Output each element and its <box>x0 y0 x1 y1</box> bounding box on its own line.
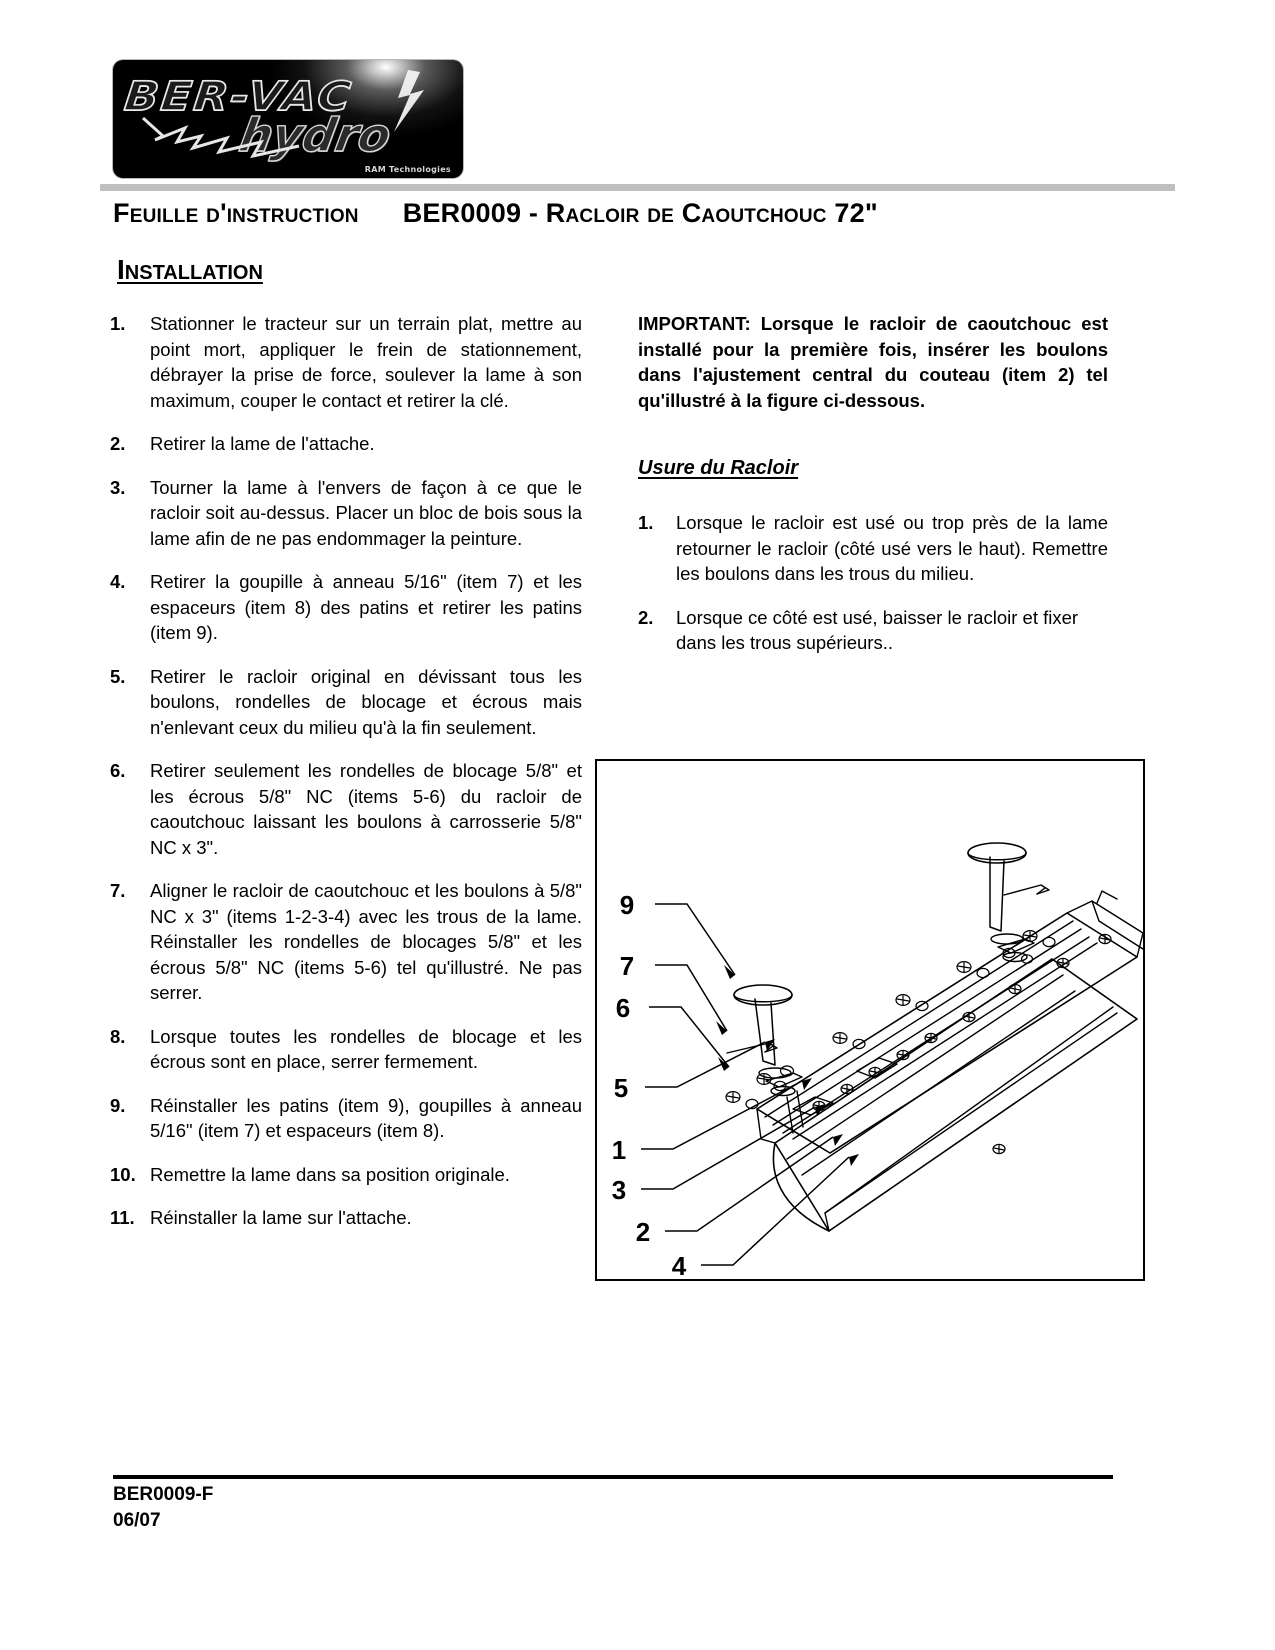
list-item <box>110 1093 582 1144</box>
list-item-text: Retirer la goupille à anneau 5/16" (item 7) et les espaceurs (item 8) des patins et retirer les patins (item 9). <box>150 571 582 643</box>
list-item-text: Stationner le tracteur sur un terrain plat, mettre au point mort, appliquer le frein de stationnement, débrayer la prise de force, soulever la lame à son maximum, couper le contact et retirer la clé. <box>150 313 582 411</box>
list-item-text: Réinstaller les patins (item 9), goupilles à anneau 5/16" (item 7) et espaceurs (item 8). <box>150 1094 582 1141</box>
list-item <box>110 758 582 860</box>
list-item-number: 3. <box>110 476 126 498</box>
list-item-text: Réinstaller la lame sur l'attache. <box>150 1207 412 1228</box>
list-item <box>110 1024 582 1075</box>
logo-background <box>113 60 463 178</box>
page-title-left: Feuille d'instruction <box>113 198 359 228</box>
list-item <box>110 878 582 1006</box>
list-item-text: Lorsque toutes les rondelles de blocage et les écrous sont en place, serrer fermement. <box>150 1025 582 1072</box>
footer-doc-code: BER0009-F <box>113 1484 214 1505</box>
footer <box>113 1482 213 1534</box>
list-item-number: 2. <box>110 433 126 454</box>
callout-label-9: 9 <box>619 890 635 920</box>
list-item-text: Retirer seulement les rondelles de blocage 5/8" et les écrous 5/8" NC (items 5-6) du racloir de caoutchouc laissant les boulons à carrosserie 5/8" NC x 3". <box>150 760 582 858</box>
list-item-number: 1. <box>110 313 126 334</box>
list-item-number: 4. <box>110 571 126 592</box>
list-item <box>110 569 582 646</box>
spark-icon <box>141 112 301 162</box>
logo-product-text: hydro <box>235 108 395 162</box>
callout-label-3: 3 <box>611 1175 627 1205</box>
list-item-number: 1. <box>638 512 654 533</box>
list-item <box>110 431 582 457</box>
list-item-text: Remettre la lame dans sa position originale. <box>150 1163 510 1185</box>
callout-label-2: 2 <box>635 1217 651 1247</box>
list-item-text: Aligner le racloir de caoutchouc et les boulons à 5/8" NC x 3" (items 1-2-3-4) avec les trous de la lame. Réinstaller les rondelles de blocages 5/8" et les écrous 5/8" NC (items 5-6) tel qu'illustré. Ne pas serrer. <box>150 880 582 1003</box>
footer-divider <box>113 1475 1113 1479</box>
wear-steps-list <box>638 510 1108 656</box>
callout-label-6: 6 <box>615 993 631 1023</box>
list-item-number: 8. <box>110 1025 126 1047</box>
list-item <box>110 311 582 413</box>
lightning-bolt-icon <box>368 68 438 134</box>
list-item <box>110 664 582 741</box>
section-heading-wear: Usure du Racloir <box>638 457 799 479</box>
page-title <box>113 198 1173 229</box>
callout-label-1: 1 <box>611 1135 627 1165</box>
company-logo <box>113 60 463 178</box>
assembly-diagram-svg <box>597 761 1143 1279</box>
callout-label-5: 5 <box>613 1073 629 1103</box>
section-heading-installation: Installation <box>117 254 263 285</box>
list-item-text: Tourner la lame à l'envers de façon à ce que le racloir soit au-dessus. Placer un bloc de bois sous la lame afin de ne pas endommager la peinture. <box>150 476 582 549</box>
callout-label-7: 7 <box>619 951 635 981</box>
page-title-right: BER0009 - Racloir de Caoutchouc 72" <box>402 198 878 228</box>
right-column <box>638 311 1108 674</box>
logo-brand-text: BER-VAC <box>122 74 356 120</box>
assembly-diagram <box>595 759 1145 1281</box>
list-item-number: 7. <box>110 880 126 901</box>
list-item-number: 2. <box>638 606 654 628</box>
list-item <box>638 605 1108 656</box>
installation-steps-list <box>110 311 582 1249</box>
footer-date: 06/07 <box>113 1510 161 1531</box>
important-note: IMPORTANT: Lorsque le racloir de caoutchouc est installé pour la première fois, insérer les boulons dans l'ajustement central du couteau (item 2) tel qu'illustré à la figure ci-dessous. <box>638 313 1108 411</box>
list-item <box>110 475 582 552</box>
list-item-text: Lorsque ce côté est usé, baisser le racloir et fixer dans les trous supérieurs.. <box>676 606 1079 653</box>
list-item <box>638 510 1108 587</box>
list-item-number: 10. <box>110 1163 136 1185</box>
logo-tagline: RAM Technologies <box>364 165 451 174</box>
list-item-number: 5. <box>110 665 126 687</box>
list-item <box>110 1205 582 1231</box>
list-item-number: 6. <box>110 760 126 781</box>
callout-label-4: 4 <box>671 1251 687 1279</box>
list-item-text: Lorsque le racloir est usé ou trop près de la lame retourner le racloir (côté usé vers le haut). Remettre les boulons dans les trous du milieu. <box>676 512 1108 584</box>
list-item-number: 11. <box>110 1207 135 1228</box>
list-item-text: Retirer la lame de l'attache. <box>150 433 375 454</box>
list-item-text: Retirer le racloir original en dévissant tous les boulons, rondelles de blocage et écrous mais n'enlevant ceux du milieu qu'à la fin seulement. <box>150 665 582 738</box>
header-divider <box>100 184 1175 191</box>
list-item-number: 9. <box>110 1094 126 1116</box>
list-item <box>110 1162 582 1188</box>
